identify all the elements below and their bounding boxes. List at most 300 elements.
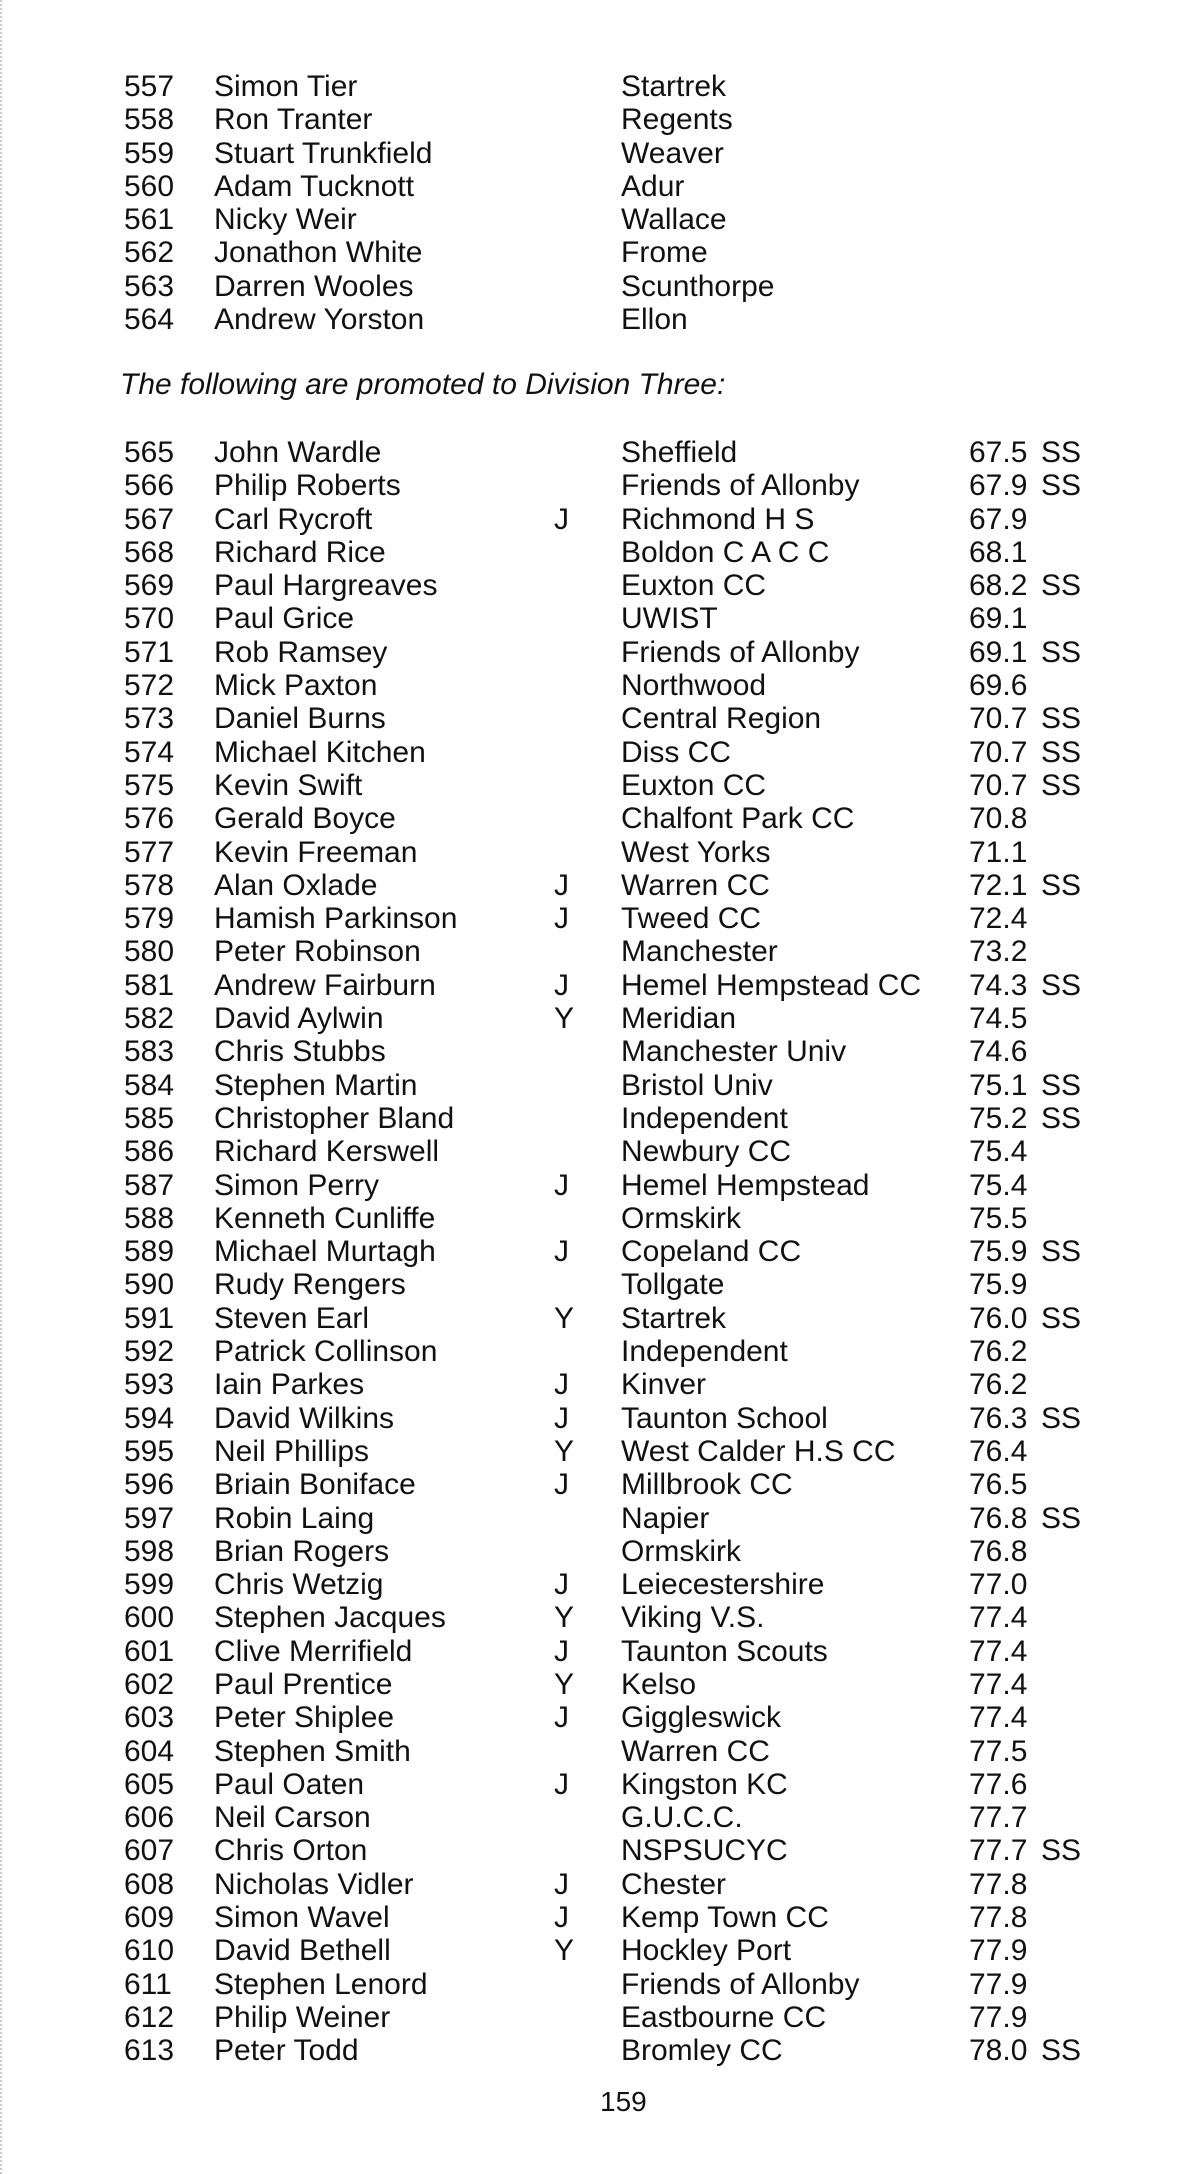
entry-number: 612 bbox=[124, 2000, 175, 2034]
entry-tag: SS bbox=[1041, 1068, 1082, 1102]
entry-number: 585 bbox=[124, 1101, 175, 1135]
entry-name: Chris Wetzig bbox=[214, 1568, 384, 1602]
entry-category: Y bbox=[554, 1301, 575, 1335]
entry-number: 597 bbox=[124, 1501, 175, 1535]
entry-tag: SS bbox=[1041, 1834, 1082, 1868]
entry-number: 557 bbox=[124, 70, 175, 103]
entry-club: Napier bbox=[621, 1501, 710, 1535]
entry-score: 70.8 bbox=[969, 802, 1028, 836]
entry-category: J bbox=[554, 1901, 569, 1935]
entry-number: 589 bbox=[124, 1235, 175, 1269]
entry-club: Boldon C A C C bbox=[621, 535, 830, 569]
entry-category: J bbox=[554, 902, 569, 936]
entry-club: Eastbourne CC bbox=[621, 2000, 827, 2034]
entry-score: 76.5 bbox=[969, 1468, 1028, 1502]
entry-number: 567 bbox=[124, 502, 175, 536]
list-item bbox=[124, 1302, 1144, 1335]
entry-score: 68.2 bbox=[969, 569, 1028, 603]
entry-score: 75.4 bbox=[969, 1135, 1028, 1169]
entry-name: Stephen Lenord bbox=[214, 1967, 428, 2001]
list-item bbox=[124, 503, 1144, 536]
results-list-section-a bbox=[124, 70, 1144, 336]
entry-name: Carl Rycroft bbox=[214, 502, 373, 536]
entry-name: Neil Phillips bbox=[214, 1434, 370, 1468]
entry-tag: SS bbox=[1041, 635, 1082, 669]
entry-club: Friends of Allonby bbox=[621, 469, 860, 503]
entry-name: Christopher Bland bbox=[214, 1101, 455, 1135]
entry-number: 581 bbox=[124, 968, 175, 1002]
entry-category: J bbox=[554, 1401, 569, 1435]
entry-club: Friends of Allonby bbox=[621, 635, 860, 669]
entry-category: J bbox=[554, 1235, 569, 1269]
entry-score: 77.4 bbox=[969, 1701, 1028, 1735]
entry-club: Bromley CC bbox=[621, 2034, 783, 2068]
entry-name: Briain Boniface bbox=[214, 1468, 416, 1502]
entry-score: 74.6 bbox=[969, 1035, 1028, 1069]
entry-name: Paul Prentice bbox=[214, 1667, 393, 1701]
entry-category: J bbox=[554, 1867, 569, 1901]
entry-name: Chris Orton bbox=[214, 1834, 368, 1868]
entry-score: 75.1 bbox=[969, 1068, 1028, 1102]
entry-name: Philip Roberts bbox=[214, 469, 401, 503]
entry-category: J bbox=[554, 1634, 569, 1668]
entry-number: 563 bbox=[124, 269, 175, 303]
entry-name: Jonathon White bbox=[214, 236, 423, 270]
entry-club: Kemp Town CC bbox=[621, 1901, 829, 1935]
entry-club: Warren CC bbox=[621, 868, 770, 902]
entry-number: 572 bbox=[124, 669, 175, 703]
entry-number: 574 bbox=[124, 735, 175, 769]
list-item bbox=[124, 1668, 1144, 1701]
entry-score: 68.1 bbox=[969, 535, 1028, 569]
entry-name: Nicholas Vidler bbox=[214, 1867, 414, 1901]
entry-club: Manchester Univ bbox=[621, 1035, 847, 1069]
list-item bbox=[124, 702, 1144, 735]
entry-club: Frome bbox=[621, 236, 708, 270]
list-item bbox=[124, 1934, 1144, 1967]
entry-number: 569 bbox=[124, 569, 175, 603]
entry-club: Euxton CC bbox=[621, 768, 767, 802]
entry-club: Kingston KC bbox=[621, 1767, 788, 1801]
entry-club: Chalfont Park CC bbox=[621, 802, 855, 836]
list-item bbox=[124, 236, 1144, 269]
entry-name: Simon Perry bbox=[214, 1168, 380, 1202]
promotion-heading: The following are promoted to Division Three: bbox=[120, 368, 726, 401]
entry-score: 77.8 bbox=[969, 1867, 1028, 1901]
entry-name: Paul Grice bbox=[214, 602, 355, 636]
entry-score: 77.9 bbox=[969, 1967, 1028, 2001]
list-item bbox=[124, 203, 1144, 236]
entry-club: Sheffield bbox=[621, 436, 738, 469]
entry-tag: SS bbox=[1041, 1401, 1082, 1435]
entry-score: 74.3 bbox=[969, 968, 1028, 1002]
entry-score: 76.2 bbox=[969, 1335, 1028, 1369]
entry-club: Manchester bbox=[621, 935, 778, 969]
list-item bbox=[124, 1235, 1144, 1268]
entry-score: 77.9 bbox=[969, 1934, 1028, 1968]
entry-club: Independent bbox=[621, 1101, 788, 1135]
list-item bbox=[124, 303, 1144, 336]
entry-club: Weaver bbox=[621, 136, 724, 170]
entry-name: Philip Weiner bbox=[214, 2000, 391, 2034]
entry-name: Stephen Jacques bbox=[214, 1601, 446, 1635]
list-item bbox=[124, 736, 1144, 769]
entry-number: 582 bbox=[124, 1002, 175, 1036]
entry-score: 76.4 bbox=[969, 1434, 1028, 1468]
entry-number: 609 bbox=[124, 1901, 175, 1935]
entry-tag: SS bbox=[1041, 735, 1082, 769]
entry-score: 75.4 bbox=[969, 1168, 1028, 1202]
entry-club: G.U.C.C. bbox=[621, 1801, 743, 1835]
entry-number: 591 bbox=[124, 1301, 175, 1335]
entry-club: NSPSUCYC bbox=[621, 1834, 788, 1868]
entry-number: 606 bbox=[124, 1801, 175, 1835]
entry-club: Copeland CC bbox=[621, 1235, 802, 1269]
entry-club: Friends of Allonby bbox=[621, 1967, 860, 2001]
entry-name: Andrew Yorston bbox=[214, 303, 425, 337]
entry-tag: SS bbox=[1041, 569, 1082, 603]
entry-score: 74.5 bbox=[969, 1002, 1028, 1036]
entry-score: 77.4 bbox=[969, 1634, 1028, 1668]
list-item bbox=[124, 1635, 1144, 1668]
list-item bbox=[124, 1901, 1144, 1934]
entry-number: 613 bbox=[124, 2034, 175, 2068]
entry-score: 70.7 bbox=[969, 735, 1028, 769]
entry-club: Bristol Univ bbox=[621, 1068, 773, 1102]
entry-score: 70.7 bbox=[969, 702, 1028, 736]
entry-club: Central Region bbox=[621, 702, 822, 736]
list-item bbox=[124, 802, 1144, 835]
entry-number: 560 bbox=[124, 169, 175, 203]
entry-number: 558 bbox=[124, 103, 175, 137]
list-item bbox=[124, 2034, 1144, 2067]
entry-club: Giggleswick bbox=[621, 1701, 782, 1735]
entry-number: 599 bbox=[124, 1568, 175, 1602]
list-item bbox=[124, 1335, 1144, 1368]
entry-number: 600 bbox=[124, 1601, 175, 1635]
list-item bbox=[124, 1735, 1144, 1768]
entry-number: 579 bbox=[124, 902, 175, 936]
entry-number: 598 bbox=[124, 1534, 175, 1568]
entry-club: Hockley Port bbox=[621, 1934, 792, 1968]
list-item bbox=[124, 1801, 1144, 1834]
entry-club: Millbrook CC bbox=[621, 1468, 793, 1502]
entry-name: Stuart Trunkfield bbox=[214, 136, 433, 170]
entry-name: Richard Kerswell bbox=[214, 1135, 440, 1169]
entry-category: J bbox=[554, 1767, 569, 1801]
entry-name: Darren Wooles bbox=[214, 269, 414, 303]
entry-name: Daniel Burns bbox=[214, 702, 386, 736]
entry-name: Brian Rogers bbox=[214, 1534, 390, 1568]
entry-club: Euxton CC bbox=[621, 569, 767, 603]
entry-score: 75.2 bbox=[969, 1101, 1028, 1135]
entry-name: Andrew Fairburn bbox=[214, 968, 436, 1002]
entry-name: Simon Wavel bbox=[214, 1901, 390, 1935]
entry-name: Paul Hargreaves bbox=[214, 569, 438, 603]
entry-club: Diss CC bbox=[621, 735, 731, 769]
entry-number: 575 bbox=[124, 768, 175, 802]
list-item bbox=[124, 1368, 1144, 1401]
entry-name: David Wilkins bbox=[214, 1401, 395, 1435]
entry-category: Y bbox=[554, 1002, 575, 1036]
entry-club: West Calder H.S CC bbox=[621, 1434, 896, 1468]
results-list-section-b bbox=[124, 436, 1144, 2068]
entry-number: 583 bbox=[124, 1035, 175, 1069]
entry-tag: SS bbox=[1041, 1101, 1082, 1135]
list-item bbox=[124, 469, 1144, 502]
entry-score: 67.9 bbox=[969, 502, 1028, 536]
list-item bbox=[124, 1069, 1144, 1102]
entry-number: 594 bbox=[124, 1401, 175, 1435]
list-item bbox=[124, 1768, 1144, 1801]
entry-score: 77.4 bbox=[969, 1601, 1028, 1635]
entry-tag: SS bbox=[1041, 868, 1082, 902]
entry-name: Neil Carson bbox=[214, 1801, 371, 1835]
entry-tag: SS bbox=[1041, 1501, 1082, 1535]
list-item bbox=[124, 1834, 1144, 1867]
list-item bbox=[124, 869, 1144, 902]
list-item bbox=[124, 1135, 1144, 1168]
entry-name: Rob Ramsey bbox=[214, 635, 388, 669]
entry-number: 559 bbox=[124, 136, 175, 170]
entry-name: Michael Murtagh bbox=[214, 1235, 436, 1269]
entry-category: Y bbox=[554, 1434, 575, 1468]
list-item bbox=[124, 536, 1144, 569]
entry-category: J bbox=[554, 1701, 569, 1735]
entry-score: 77.9 bbox=[969, 2000, 1028, 2034]
entry-number: 584 bbox=[124, 1068, 175, 1102]
entry-name: Hamish Parkinson bbox=[214, 902, 458, 936]
entry-number: 565 bbox=[124, 436, 175, 469]
entry-club: Northwood bbox=[621, 669, 767, 703]
list-item bbox=[124, 1002, 1144, 1035]
entry-score: 75.5 bbox=[969, 1201, 1028, 1235]
entry-score: 72.1 bbox=[969, 868, 1028, 902]
entry-tag: SS bbox=[1041, 1301, 1082, 1335]
entry-name: Steven Earl bbox=[214, 1301, 370, 1335]
entry-score: 69.1 bbox=[969, 635, 1028, 669]
entry-number: 562 bbox=[124, 236, 175, 270]
list-item bbox=[124, 769, 1144, 802]
entry-club: Ellon bbox=[621, 303, 688, 337]
entry-number: 604 bbox=[124, 1734, 175, 1768]
entry-name: Iain Parkes bbox=[214, 1368, 365, 1402]
entry-name: Peter Robinson bbox=[214, 935, 421, 969]
entry-name: Ron Tranter bbox=[214, 103, 373, 137]
entry-score: 75.9 bbox=[969, 1235, 1028, 1269]
entry-number: 595 bbox=[124, 1434, 175, 1468]
entry-tag: SS bbox=[1041, 469, 1082, 503]
entry-number: 605 bbox=[124, 1767, 175, 1801]
entry-club: Warren CC bbox=[621, 1734, 770, 1768]
list-item bbox=[124, 70, 1144, 103]
entry-club: Taunton School bbox=[621, 1401, 828, 1435]
entry-number: 580 bbox=[124, 935, 175, 969]
entry-score: 67.5 bbox=[969, 436, 1028, 469]
list-item bbox=[124, 1968, 1144, 2001]
list-item bbox=[124, 1868, 1144, 1901]
entry-name: Nicky Weir bbox=[214, 203, 357, 237]
list-item bbox=[124, 669, 1144, 702]
entry-category: Y bbox=[554, 1601, 575, 1635]
entry-category: Y bbox=[554, 1667, 575, 1701]
entry-club: Ormskirk bbox=[621, 1201, 741, 1235]
entry-name: John Wardle bbox=[214, 436, 382, 469]
entry-club: Viking V.S. bbox=[621, 1601, 765, 1635]
entry-category: Y bbox=[554, 1934, 575, 1968]
entry-score: 77.6 bbox=[969, 1767, 1028, 1801]
entry-number: 586 bbox=[124, 1135, 175, 1169]
entry-name: Stephen Martin bbox=[214, 1068, 418, 1102]
entry-number: 602 bbox=[124, 1667, 175, 1701]
entry-score: 72.4 bbox=[969, 902, 1028, 936]
entry-number: 588 bbox=[124, 1201, 175, 1235]
entry-club: Leiecestershire bbox=[621, 1568, 825, 1602]
entry-club: Wallace bbox=[621, 203, 727, 237]
entry-score: 77.7 bbox=[969, 1801, 1028, 1835]
list-item bbox=[124, 436, 1144, 469]
entry-score: 76.2 bbox=[969, 1368, 1028, 1402]
entry-name: Alan Oxlade bbox=[214, 868, 378, 902]
list-item bbox=[124, 1402, 1144, 1435]
entry-category: J bbox=[554, 1168, 569, 1202]
entry-score: 77.4 bbox=[969, 1667, 1028, 1701]
entry-number: 578 bbox=[124, 868, 175, 902]
entry-club: UWIST bbox=[621, 602, 718, 636]
entry-club: Scunthorpe bbox=[621, 269, 775, 303]
entry-club: Tollgate bbox=[621, 1268, 725, 1302]
entry-score: 67.9 bbox=[969, 469, 1028, 503]
entry-number: 603 bbox=[124, 1701, 175, 1735]
list-item bbox=[124, 170, 1144, 203]
entry-name: Simon Tier bbox=[214, 70, 358, 103]
entry-name: Kevin Swift bbox=[214, 768, 363, 802]
list-item bbox=[124, 1435, 1144, 1468]
entry-number: 571 bbox=[124, 635, 175, 669]
list-item bbox=[124, 137, 1144, 170]
entry-tag: SS bbox=[1041, 436, 1082, 469]
entry-score: 76.8 bbox=[969, 1501, 1028, 1535]
entry-tag: SS bbox=[1041, 968, 1082, 1002]
entry-number: 592 bbox=[124, 1335, 175, 1369]
entry-number: 577 bbox=[124, 835, 175, 869]
entry-club: Adur bbox=[621, 169, 685, 203]
entry-name: Robin Laing bbox=[214, 1501, 375, 1535]
list-item bbox=[124, 935, 1144, 968]
list-item bbox=[124, 1535, 1144, 1568]
list-item bbox=[124, 1268, 1144, 1301]
entry-club: Regents bbox=[621, 103, 733, 137]
entry-number: 590 bbox=[124, 1268, 175, 1302]
entry-name: Clive Merrifield bbox=[214, 1634, 413, 1668]
entry-number: 610 bbox=[124, 1934, 175, 1968]
entry-club: Kinver bbox=[621, 1368, 707, 1402]
entry-name: Michael Kitchen bbox=[214, 735, 426, 769]
scan-binding-edge bbox=[0, 0, 18, 2174]
list-item bbox=[124, 569, 1144, 602]
entry-club: Tweed CC bbox=[621, 902, 762, 936]
entry-name: Kevin Freeman bbox=[214, 835, 418, 869]
entry-name: David Aylwin bbox=[214, 1002, 384, 1036]
list-item bbox=[124, 1502, 1144, 1535]
entry-score: 77.7 bbox=[969, 1834, 1028, 1868]
entry-tag: SS bbox=[1041, 702, 1082, 736]
entry-score: 69.6 bbox=[969, 669, 1028, 703]
entry-category: J bbox=[554, 1368, 569, 1402]
entry-name: Mick Paxton bbox=[214, 669, 378, 703]
list-item bbox=[124, 969, 1144, 1002]
entry-tag: SS bbox=[1041, 2034, 1082, 2068]
entry-club: Meridian bbox=[621, 1002, 737, 1036]
list-item bbox=[124, 1701, 1144, 1734]
entry-club: Newbury CC bbox=[621, 1135, 792, 1169]
entry-club: Richmond H S bbox=[621, 502, 815, 536]
entry-name: Gerald Boyce bbox=[214, 802, 396, 836]
entry-score: 73.2 bbox=[969, 935, 1028, 969]
entry-score: 78.0 bbox=[969, 2034, 1028, 2068]
list-item bbox=[124, 2001, 1144, 2034]
entry-name: Stephen Smith bbox=[214, 1734, 411, 1768]
list-item bbox=[124, 1035, 1144, 1068]
page-number: 159 bbox=[600, 2086, 647, 2117]
entry-number: 611 bbox=[124, 1967, 172, 2001]
list-item bbox=[124, 836, 1144, 869]
entry-number: 596 bbox=[124, 1468, 175, 1502]
list-item bbox=[124, 636, 1144, 669]
list-item bbox=[124, 270, 1144, 303]
entry-score: 76.3 bbox=[969, 1401, 1028, 1435]
list-item bbox=[124, 103, 1144, 136]
entry-number: 607 bbox=[124, 1834, 175, 1868]
entry-tag: SS bbox=[1041, 1235, 1082, 1269]
entry-score: 77.5 bbox=[969, 1734, 1028, 1768]
entry-name: Chris Stubbs bbox=[214, 1035, 386, 1069]
entry-category: J bbox=[554, 502, 569, 536]
entry-score: 69.1 bbox=[969, 602, 1028, 636]
entry-tag: SS bbox=[1041, 768, 1082, 802]
entry-number: 566 bbox=[124, 469, 175, 503]
entry-club: Independent bbox=[621, 1335, 788, 1369]
entry-score: 70.7 bbox=[969, 768, 1028, 802]
entry-score: 77.8 bbox=[969, 1901, 1028, 1935]
list-item bbox=[124, 1202, 1144, 1235]
entry-name: Adam Tucknott bbox=[214, 169, 415, 203]
entry-number: 601 bbox=[124, 1634, 175, 1668]
entry-category: J bbox=[554, 1468, 569, 1502]
list-item bbox=[124, 902, 1144, 935]
entry-number: 564 bbox=[124, 303, 175, 337]
list-item bbox=[124, 1169, 1144, 1202]
entry-category: J bbox=[554, 968, 569, 1002]
entry-number: 561 bbox=[124, 203, 175, 237]
entry-name: Peter Todd bbox=[214, 2034, 359, 2068]
list-item bbox=[124, 1568, 1144, 1601]
entry-number: 570 bbox=[124, 602, 175, 636]
list-item bbox=[124, 1468, 1144, 1501]
entry-number: 573 bbox=[124, 702, 175, 736]
entry-score: 71.1 bbox=[969, 835, 1028, 869]
entry-number: 576 bbox=[124, 802, 175, 836]
entry-name: Richard Rice bbox=[214, 535, 386, 569]
list-item bbox=[124, 602, 1144, 635]
entry-name: Paul Oaten bbox=[214, 1767, 365, 1801]
entry-club: Startrek bbox=[621, 70, 727, 103]
entry-name: David Bethell bbox=[214, 1934, 391, 1968]
entry-number: 587 bbox=[124, 1168, 175, 1202]
entry-name: Rudy Rengers bbox=[214, 1268, 406, 1302]
entry-number: 568 bbox=[124, 535, 175, 569]
list-item bbox=[124, 1601, 1144, 1634]
